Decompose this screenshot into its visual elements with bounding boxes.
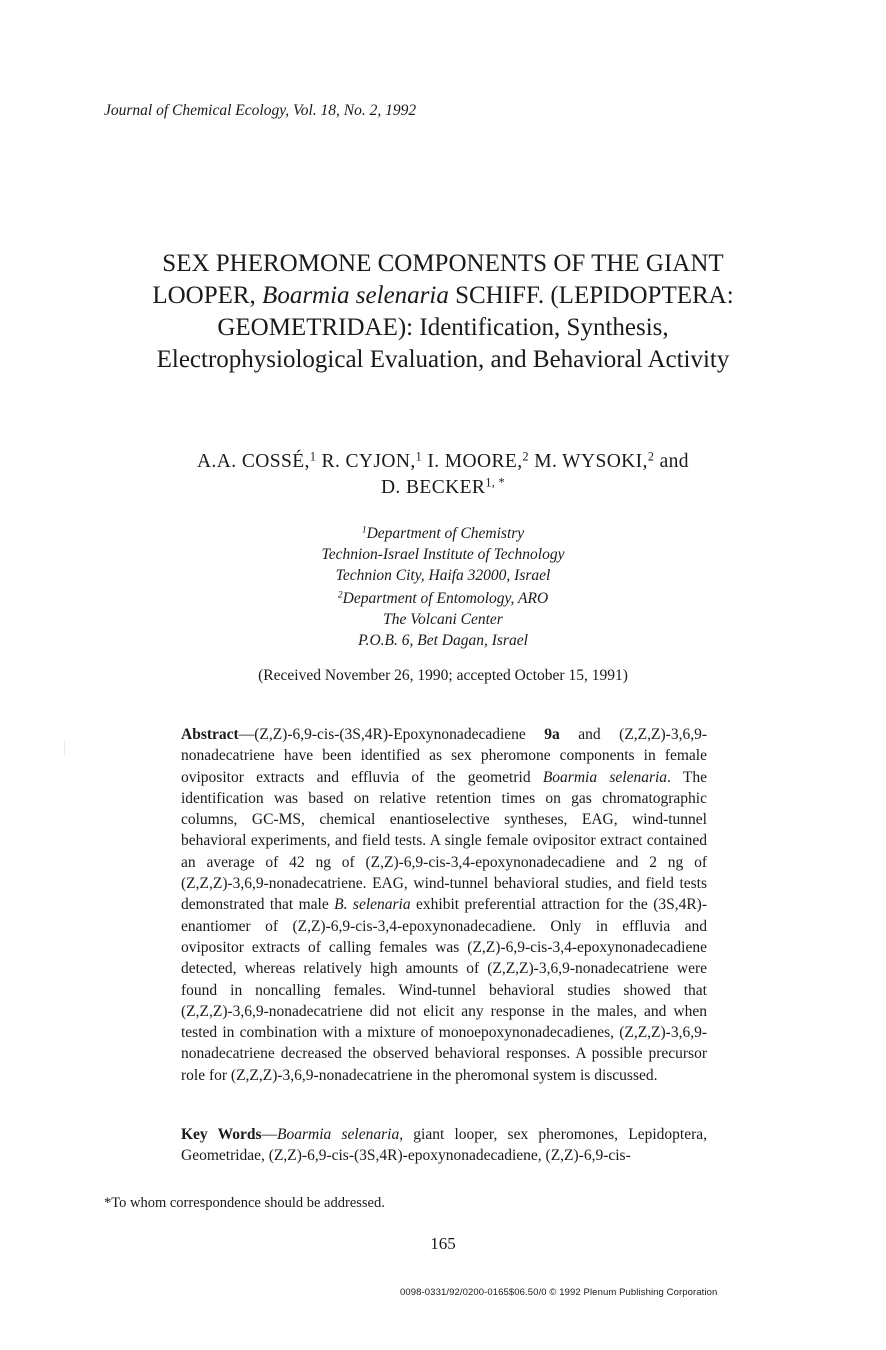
journal-citation: Journal of Chemical Ecology, Vol. 18, No. 2, 1992 [104, 102, 417, 119]
page-number: 165 [430, 1234, 456, 1253]
author-name: A.A. COSSÉ, [197, 451, 310, 472]
abstract-dash: — [238, 726, 255, 743]
title-text: LOOPER, [152, 282, 263, 309]
title-line-3: GEOMETRIDAE): Identification, Synthesis, [217, 314, 669, 341]
species-name: Boarmia selenaria [277, 1126, 400, 1143]
keywords [181, 1124, 707, 1167]
abstract-text: exhibit preferential attraction for the (3S,4R)-enantiomer of (Z,Z)-6,9-cis-3,4-epoxynonadecadiene. Only in effluvia and ovipositor extracts of calling females was (Z,Z)-6,9-cis-3,4-epoxynonadecadiene detected, whereas relatively high amounts of (Z,Z,Z)-3,6,9-nonadecatriene were found in noncalling females. Wind-tunnel behavioral studies showed that (Z,Z,Z)-3,6,9-nonadecatriene did not elicit any response in the males, and when tested in combination with a mixture of monoepoxynonadecadienes, (Z,Z,Z)-3,6,9-nonadecatriene decreased the observed behavioral responses. A possible precursor role for (Z,Z,Z)-3,6,9-nonadecatriene in the pheromonal system is discussed. [181, 896, 708, 1084]
title-line-1: SEX PHEROMONE COMPONENTS OF THE GIANT [162, 250, 724, 277]
title-line-4: Electrophysiological Evaluation, and Behavioral Activity [156, 346, 730, 373]
author-list [60, 449, 826, 501]
author-name: R. CYJON, [316, 451, 416, 472]
affiliation-line [60, 523, 826, 544]
author-affiliation-mark: 2 [522, 449, 529, 464]
article-title [60, 248, 826, 376]
correspondence-footnote: *To whom correspondence should be addressed. [104, 1195, 385, 1211]
affiliation-text: Department of Chemistry [366, 525, 525, 542]
author-name: D. BECKER [380, 477, 486, 498]
title-species: Boarmia selenaria [262, 282, 449, 309]
author-affiliation-mark: 2 [647, 449, 655, 464]
author-affiliation-mark: 1, * [485, 475, 506, 490]
abstract [181, 724, 707, 1086]
author-name: I. MOORE, [422, 451, 523, 472]
affiliation-line: The Volcani Center [383, 611, 503, 628]
copyright-line: 0098-0331/92/0200-0165$06.50/0 © 1992 Plenum Publishing Corporation [400, 1287, 718, 1298]
affiliation-line: Technion-Israel Institute of Technology [321, 546, 565, 563]
keywords-text: , giant looper, sex pheromones, Lepidoptera, Geometridae, (Z,Z)-6,9-cis-(3S,4R)-epoxynonadecadiene, (Z,Z)-6,9-cis- [181, 1126, 708, 1165]
abstract-text: (Z,Z)-6,9-cis-(3S,4R)-Epoxynonadecadiene [254, 726, 545, 743]
title-line-2 [60, 280, 826, 312]
keywords-label: Key Words [181, 1126, 262, 1143]
abstract-label: Abstract [181, 726, 239, 743]
affiliation-line: P.O.B. 6, Bet Dagan, Israel [358, 632, 528, 649]
abstract-text: and (Z,Z,Z)-3,6,9-nonadecatriene have been identified as sex pheromone components in female ovipositor extracts and effluvia of the geometrid [181, 726, 707, 786]
author-line-2 [60, 475, 826, 501]
affiliation-text: Department of Entomology, ARO [342, 590, 549, 607]
compound-label: 9a [544, 726, 560, 743]
affiliation-line: Technion City, Haifa 32000, Israel [335, 567, 551, 584]
author-affiliation-mark: 1 [309, 449, 317, 464]
keywords-dash: — [261, 1126, 278, 1143]
affiliation-2 [60, 588, 826, 651]
received-dates: (Received November 26, 1990; accepted October 15, 1991) [258, 667, 628, 684]
affiliation-mark: 1 [361, 524, 367, 536]
species-name: Boarmia selenaria [542, 768, 668, 786]
scan-artifact [64, 741, 65, 755]
author-name: M. WYSOKI, [528, 451, 648, 472]
abstract-text: . The identification was based on relative retention times on gas chromatographic columns, GC-MS, chemical enantioselective syntheses, EAG, wind-tunnel behavioral experiments, and field tests. A single female ovipositor extract contained an average of 42 ng of (Z,Z)-6,9-cis-3,4-epoxynonadecadiene and 2 ng of (Z,Z,Z)-3,6,9-nonadecatriene. EAG, wind-tunnel behavioral studies, and field tests demonstrated that male [181, 768, 707, 914]
species-name: B. selenaria [334, 896, 411, 914]
author-conjunction: and [654, 451, 689, 472]
author-affiliation-mark: 1 [415, 449, 423, 464]
title-text: SCHIFF. (LEPIDOPTERA: [448, 282, 734, 309]
affiliation-line [60, 588, 826, 609]
affiliation-mark: 2 [337, 589, 343, 601]
author-line-1 [60, 449, 826, 475]
affiliation-1 [60, 523, 826, 586]
